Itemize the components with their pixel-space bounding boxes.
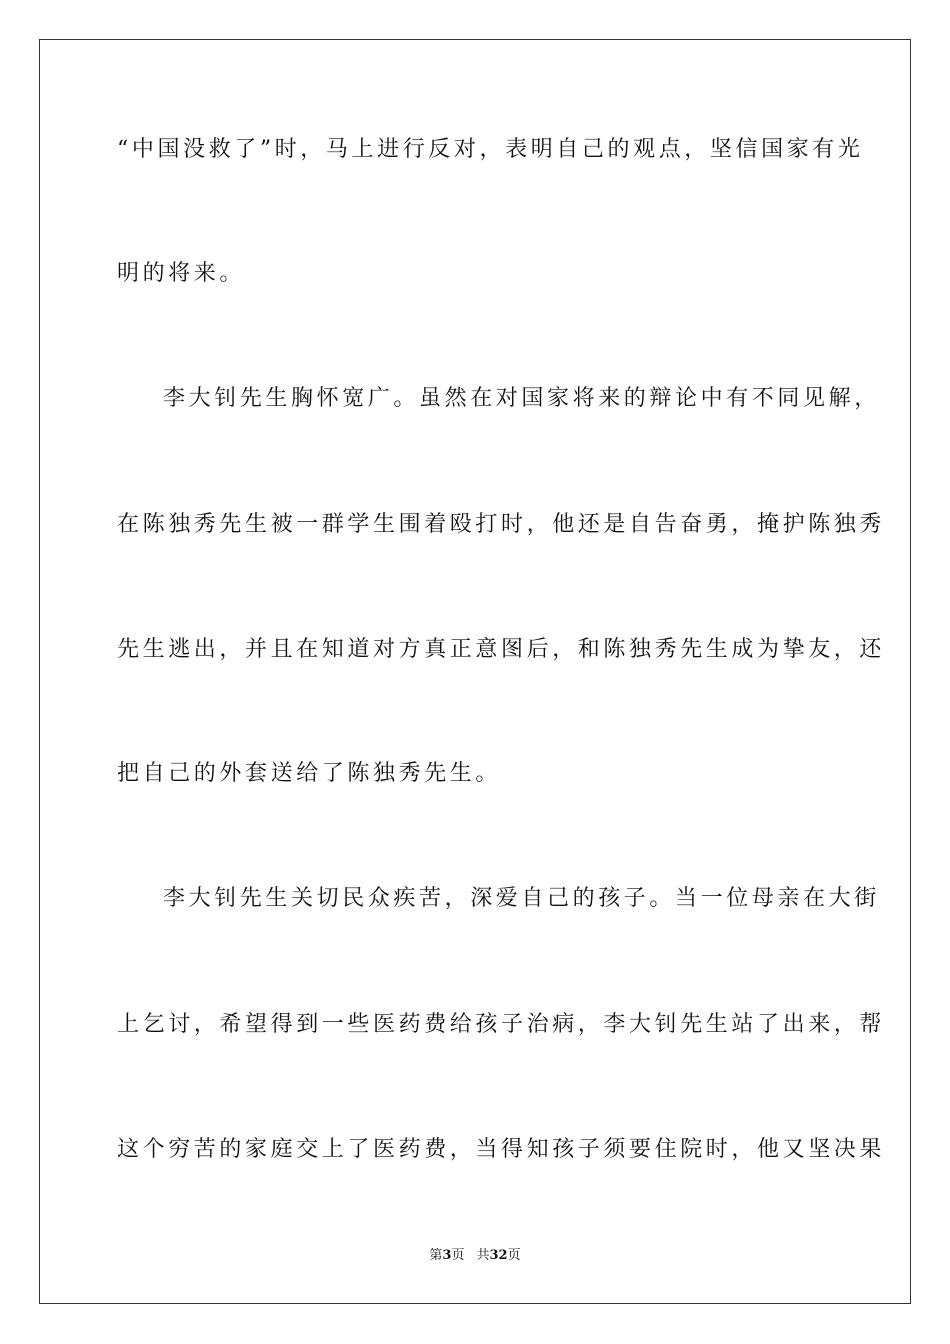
paragraph-3-line-2: 上乞讨，希望得到一些医药费给孩子治病，李大钊先生站了出来，帮 [117, 1012, 886, 1037]
footer-total-suffix: 页 [507, 1248, 521, 1263]
footer-page-number: 3 [442, 1248, 452, 1263]
page-border [39, 39, 911, 1304]
footer-total-pages: 32 [489, 1248, 508, 1263]
body-line-1: “中国没救了”时，马上进行反对，表明自己的观点，坚信国家有光 [117, 137, 864, 162]
paragraph-2-line-3: 先生逃出，并且在知道对方真正意图后，和陈独秀先生成为挚友，还 [117, 637, 886, 662]
paragraph-3-line-3: 这个穷苦的家庭交上了医药费，当得知孩子须要住院时，他又坚决果 [117, 1137, 886, 1162]
paragraph-2-line-2: 在陈独秀先生被一群学生围着殴打时，他还是自告奋勇，掩护陈独秀 [117, 512, 886, 537]
paragraph-3-line-1: 李大钊先生关切民众疾苦，深爱自己的孩子。当一位母亲在大街 [163, 886, 880, 911]
paragraph-2-line-4: 把自己的外套送给了陈独秀先生。 [117, 761, 502, 786]
footer-page-prefix: 第 [429, 1248, 443, 1263]
paragraph-2-line-1: 李大钊先生胸怀宽广。虽然在对国家将来的辩论中有不同见解， [163, 386, 880, 411]
footer-page-suffix: 页 [451, 1248, 465, 1263]
body-line-2: 明的将来。 [117, 261, 246, 286]
page-footer [0, 1247, 950, 1265]
footer-total-prefix: 共 [476, 1248, 490, 1263]
